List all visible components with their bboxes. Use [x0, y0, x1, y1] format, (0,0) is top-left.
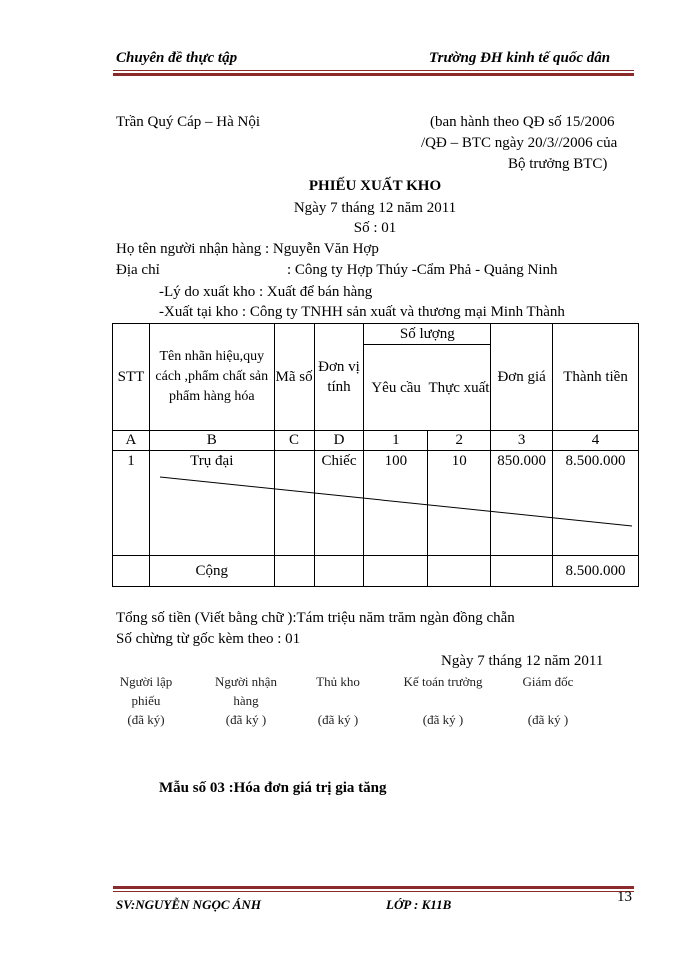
- document-title: PHIẾU XUẤT KHO: [308, 178, 442, 194]
- row-unit: Chiếc: [314, 451, 364, 556]
- header-actual: Thực xuất: [428, 345, 491, 431]
- header-unit: Đơn vị tính: [314, 324, 364, 431]
- header-total: Thành tiền: [553, 324, 639, 431]
- row-requested: 100: [364, 451, 428, 556]
- signature-director: Giám đốc (đã ký ): [522, 674, 574, 727]
- warehouse-line: -Xuất tại kho : Công ty TNHH sản xuất và thương mại Minh Thành: [159, 304, 565, 320]
- signature-receiver: Người nhận hàng (đã ký ): [215, 674, 277, 727]
- sum-total: 8.500.000: [553, 556, 639, 587]
- code-cell: 3: [491, 431, 553, 451]
- code-cell: A: [113, 431, 150, 451]
- signature-preparer: Người lập phiếu (đã ký): [119, 674, 173, 727]
- header-stt: STT: [113, 324, 150, 431]
- header-right: Trường ĐH kinh tế quốc dân: [429, 50, 611, 66]
- address-label: Địa chỉ: [116, 262, 160, 278]
- decree-line-1: (ban hành theo QĐ số 15/2006: [430, 114, 615, 130]
- code-cell: 1: [364, 431, 428, 451]
- address-line: Trần Quý Cáp – Hà Nội: [116, 114, 261, 130]
- row-stt: 1: [113, 451, 150, 556]
- header-quantity: Số lượng: [364, 324, 491, 345]
- row-total: 8.500.000: [553, 451, 639, 556]
- code-cell: 2: [428, 431, 491, 451]
- code-cell: 4: [553, 431, 639, 451]
- reason-line: -Lý do xuất kho : Xuất để bán hàng: [159, 284, 373, 300]
- footer-student: SV:NGUYỄN NGỌC ÁNH: [116, 897, 261, 912]
- decree-line-3: Bộ trưởng BTC): [508, 156, 608, 172]
- signature-chief-accountant: Kế toán trưởng (đã ký ): [403, 674, 483, 727]
- recipient-label: Họ tên người nhận hàng :: [116, 241, 273, 257]
- header-unit-price: Đơn giá: [491, 324, 553, 431]
- header-left: Chuyên đề thực tập: [116, 50, 238, 66]
- footer-rule-thin: [113, 891, 634, 892]
- row-actual: 10: [428, 451, 491, 556]
- header-code: Mã số: [274, 324, 314, 431]
- document-number: Số : 01: [353, 220, 397, 236]
- sample-heading: Mẫu số 03 :Hóa đơn giá trị gia tăng: [159, 780, 387, 796]
- header-requested: Yêu cầu: [364, 345, 428, 431]
- decree-line-2: /QĐ – BTC ngày 20/3//2006 của: [421, 135, 618, 151]
- address-value: : Công ty Hợp Thúy -Cẩm Phả - Quảng Ninh: [287, 262, 558, 278]
- code-cell: B: [149, 431, 274, 451]
- code-cell: C: [274, 431, 314, 451]
- footer-class: LỚP : K11B: [386, 897, 452, 912]
- code-cell: D: [314, 431, 364, 451]
- document-date: Ngày 7 tháng 12 năm 2011: [293, 200, 457, 216]
- header-product-name: Tên nhãn hiệu,quy cách ,phẩm chất sản phẩm hàng hóa: [149, 324, 274, 431]
- row-price: 850.000: [491, 451, 553, 556]
- amount-in-words: Tổng số tiền (Viết bằng chữ ):Tám triệu năm trăm ngàn đồng chẵn: [116, 610, 515, 626]
- sum-label: Cộng: [149, 556, 274, 587]
- signature-date: Ngày 7 tháng 12 năm 2011: [441, 653, 604, 669]
- row-name: Trụ đại: [149, 451, 274, 556]
- recipient-name: Nguyễn Văn Hợp: [272, 241, 379, 257]
- signature-storekeeper: Thủ kho (đã ký ): [316, 674, 360, 727]
- attached-documents: Số chừng từ gốc kèm theo : 01: [116, 631, 301, 647]
- footer-rule-thick: [113, 886, 634, 889]
- page-number: 13: [617, 889, 632, 905]
